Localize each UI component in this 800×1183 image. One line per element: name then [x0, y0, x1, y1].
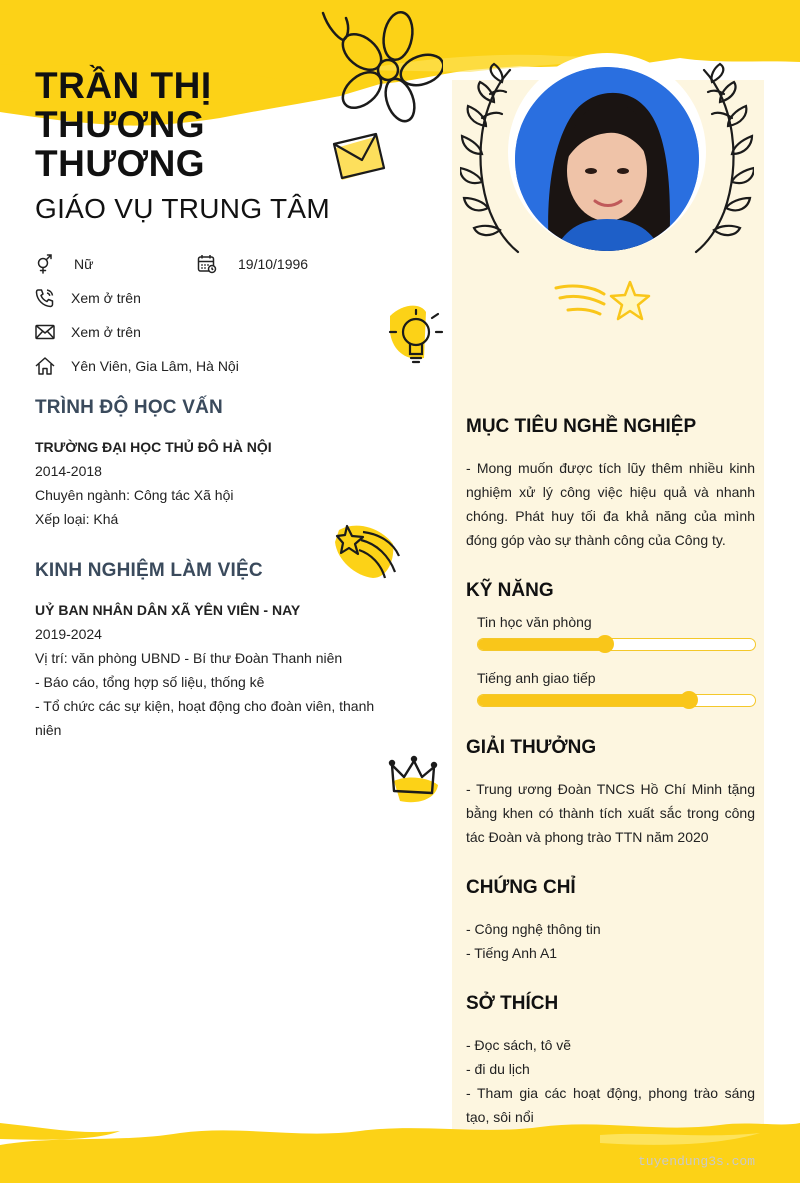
calendar-icon: [197, 254, 217, 274]
skill-fill-1: [478, 695, 689, 706]
phone-value: Xem ở trên: [71, 290, 141, 306]
skill-bar-1: [477, 694, 756, 707]
certificate-item-1: - Công nghệ thông tin: [466, 921, 601, 937]
education-school: TRƯỜNG ĐẠI HỌC THỦ ĐÔ HÀ NỘI: [35, 439, 272, 455]
education-years: 2014-2018: [35, 463, 102, 479]
skill-fill-0: [478, 639, 605, 650]
crown-doodle-icon: [388, 755, 440, 805]
certificate-item-2: - Tiếng Anh A1: [466, 945, 558, 961]
gender-row: [35, 254, 93, 274]
hobby-item-2: - đi du lịch: [466, 1061, 530, 1077]
education-heading: TRÌNH ĐỘ HỌC VẤN: [35, 397, 223, 418]
skill-knob-0: [596, 635, 614, 653]
phone-row: [35, 288, 141, 308]
avatar-portrait-icon: [515, 67, 699, 251]
experience-duty-2: - Tổ chức các sự kiện, hoạt động cho đoàn viên, thanh: [35, 698, 375, 714]
hobby-item-3: - Tham gia các hoạt động, phong trào sáng tạo, sôi nổi: [466, 1085, 755, 1125]
experience-years: 2019-2024: [35, 626, 102, 642]
hobbies-heading: SỞ THÍCH: [466, 993, 559, 1014]
email-row: [35, 322, 141, 342]
star-doodle-icon: [552, 280, 654, 326]
address-value: Yên Viên, Gia Lâm, Hà Nội: [71, 358, 239, 374]
objective-text: - Mong muốn được tích lũy thêm nhiều kinh nghiệm xử lý công việc hiệu quả và nhanh chóng. Phát huy tối đa khả năng của mình đóng góp vào sự thành công của Công ty.: [466, 460, 755, 548]
awards-text: - Trung ương Đoàn TNCS Hồ Chí Minh tặng bằng khen có thành tích xuất sắc trong công tác Đoàn và phong trào TTN năm 2020: [466, 781, 755, 845]
education-grade: Xếp loại: Khá: [35, 511, 119, 527]
phone-icon: [35, 288, 55, 308]
envelope-icon: [35, 322, 55, 342]
experience-heading: KINH NGHIỆM LÀM VIỆC: [35, 560, 263, 581]
experience-duty-2-cont: niên: [35, 722, 62, 738]
experience-position: Vị trí: văn phòng UBND - Bí thư Đoàn Thanh niên: [35, 650, 343, 666]
address-row: [35, 356, 239, 376]
lightbulb-doodle-icon: [386, 302, 446, 370]
objective-heading: MỤC TIÊU NGHỀ NGHIỆP: [466, 416, 697, 437]
watermark: tuyendung3s.com: [638, 1154, 756, 1169]
envelope-doodle-icon: [330, 130, 388, 185]
experience-org: UỶ BAN NHÂN DÂN XÃ YÊN VIÊN - NAY: [35, 602, 301, 618]
dob-row: [197, 254, 308, 274]
avatar: [515, 67, 699, 251]
dob-value: 19/10/1996: [238, 256, 309, 272]
skill-bar-0: [477, 638, 756, 651]
skills-heading: KỸ NĂNG: [466, 580, 554, 601]
job-title: GIÁO VỤ TRUNG TÂM: [35, 193, 330, 224]
name-line-2: THƯƠNG: [35, 104, 206, 145]
email-value: Xem ở trên: [71, 324, 141, 340]
flower-doodle-icon: [318, 8, 443, 128]
gender-icon: [35, 254, 55, 274]
awards-heading: GIẢI THƯỞNG: [466, 737, 597, 758]
name-line-3: THƯƠNG: [35, 143, 206, 184]
hobby-item-1: - Đọc sách, tô vẽ: [466, 1037, 572, 1053]
name-line-1: TRẦN THỊ: [35, 65, 212, 106]
skill-label-1: Tiếng anh giao tiếp: [477, 670, 596, 686]
home-icon: [35, 356, 55, 376]
skill-label-0: Tin học văn phòng: [477, 614, 592, 630]
experience-duty-1: - Báo cáo, tổng hợp số liệu, thống kê: [35, 674, 265, 690]
gender-value: Nữ: [74, 256, 94, 272]
skill-knob-1: [680, 691, 698, 709]
shooting-star-doodle-icon: [333, 520, 401, 582]
certificates-heading: CHỨNG CHỈ: [466, 877, 576, 898]
candidate-name: [35, 66, 212, 183]
education-major: Chuyên ngành: Công tác Xã hội: [35, 487, 234, 503]
